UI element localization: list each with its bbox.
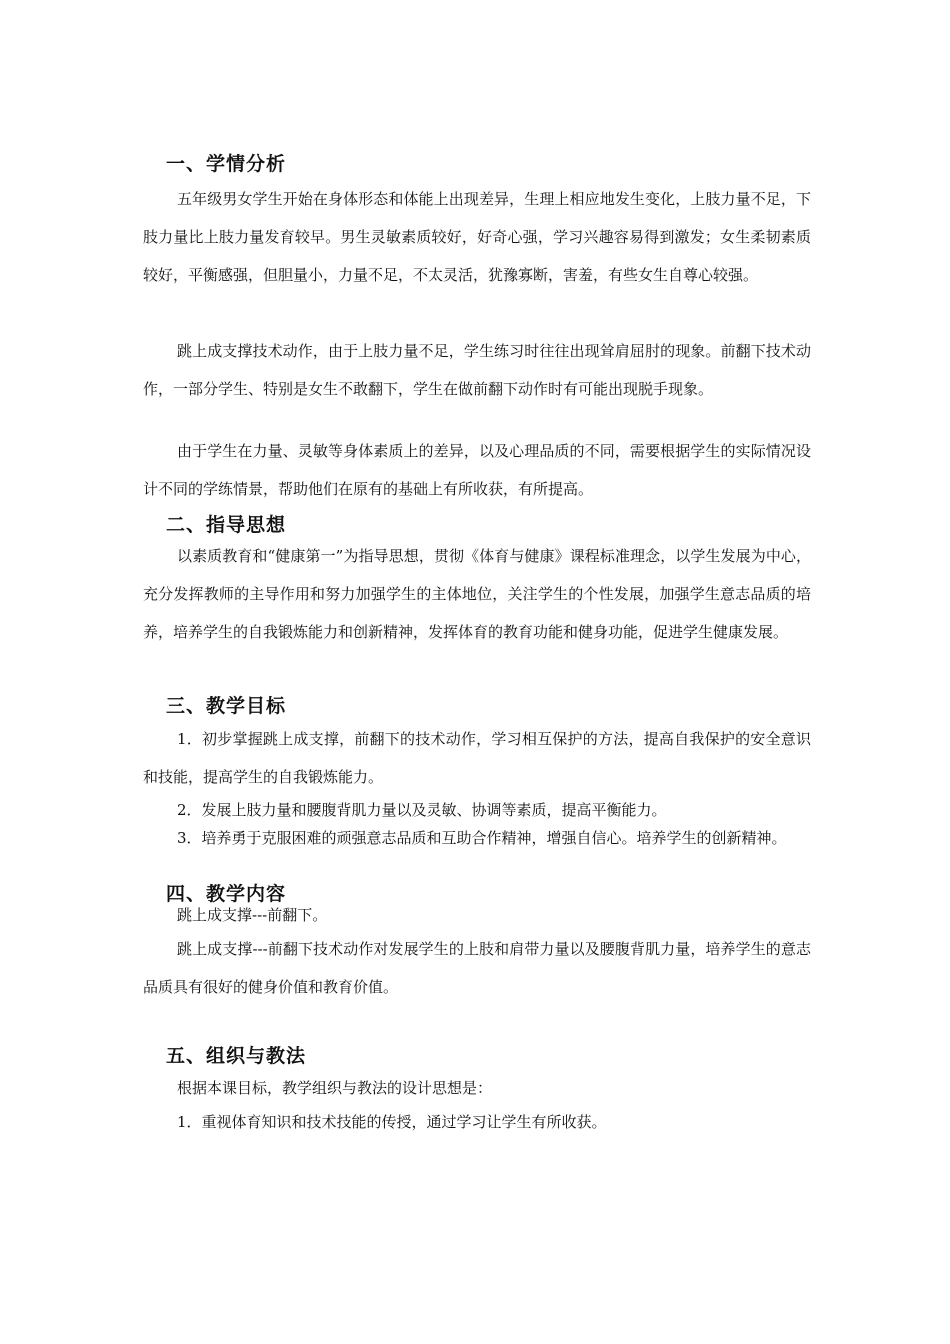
paragraph: 3．培养勇于克服困难的顽强意志品质和互助合作精神，增强自信心。培养学生的创新精神。 <box>177 829 787 847</box>
paragraph: 跳上成支撑---前翻下。 <box>177 906 328 924</box>
paragraph: 以素质教育和“健康第一”为指导思想，贯彻《体育与健康》课程标准理念，以学生发展为中心，充分发挥教师的主导作用和努力加强学生的主体地位，关注学生的个性发展，加强学生意志品质的培养，培养学生的自我锻炼能力和创新精神，发挥体育的教育功能和健身功能，促进学生健康发展。 <box>143 547 811 641</box>
paragraph: 1．初步掌握跳上成支撑，前翻下的技术动作，学习相互保护的方法，提高自我保护的安全意识和技能，提高学生的自我锻炼能力。 <box>143 730 811 786</box>
section-heading-4: 四、教学内容 <box>166 883 287 905</box>
section-heading-3: 三、教学目标 <box>166 695 287 717</box>
paragraph: 跳上成支撑---前翻下技术动作对发展学生的上肢和肩带力量以及腰腹背肌力量，培养学生的意志品质具有很好的健身价值和教育价值。 <box>143 940 811 996</box>
paragraph: 1．重视体育知识和技术技能的传授，通过学习让学生有所收获。 <box>177 1113 607 1131</box>
paragraph: 由于学生在力量、灵敏等身体素质上的差异，以及心理品质的不同，需要根据学生的实际情况设计不同的学练情景，帮助他们在原有的基础上有所收获，有所提高。 <box>143 442 811 498</box>
section-heading-2: 二、指导思想 <box>166 514 287 536</box>
paragraph: 五年级男女学生开始在身体形态和体能上出现差异，生理上相应地发生变化，上肢力量不足，下肢力量比上肢力量发育较早。男生灵敏素质较好，好奇心强，学习兴趣容易得到激发；女生柔韧素质较好，平衡感强，但胆量小，力量不足，不太灵活，犹豫寡断，害羞，有些女生自尊心较强。 <box>143 190 811 284</box>
paragraph: 跳上成支撑技术动作，由于上肢力量不足，学生练习时往往出现耸肩屈肘的现象。前翻下技术动作，一部分学生、特别是女生不敢翻下，学生在做前翻下动作时有可能出现脱手现象。 <box>143 342 811 398</box>
section-heading-5: 五、组织与教法 <box>166 1045 307 1067</box>
section-heading-1: 一、学情分析 <box>166 153 287 175</box>
paragraph: 根据本课目标，教学组织与教法的设计思想是： <box>177 1079 493 1097</box>
paragraph: 2．发展上肢力量和腰腹背肌力量以及灵敏、协调等素质，提高平衡能力。 <box>177 801 667 819</box>
